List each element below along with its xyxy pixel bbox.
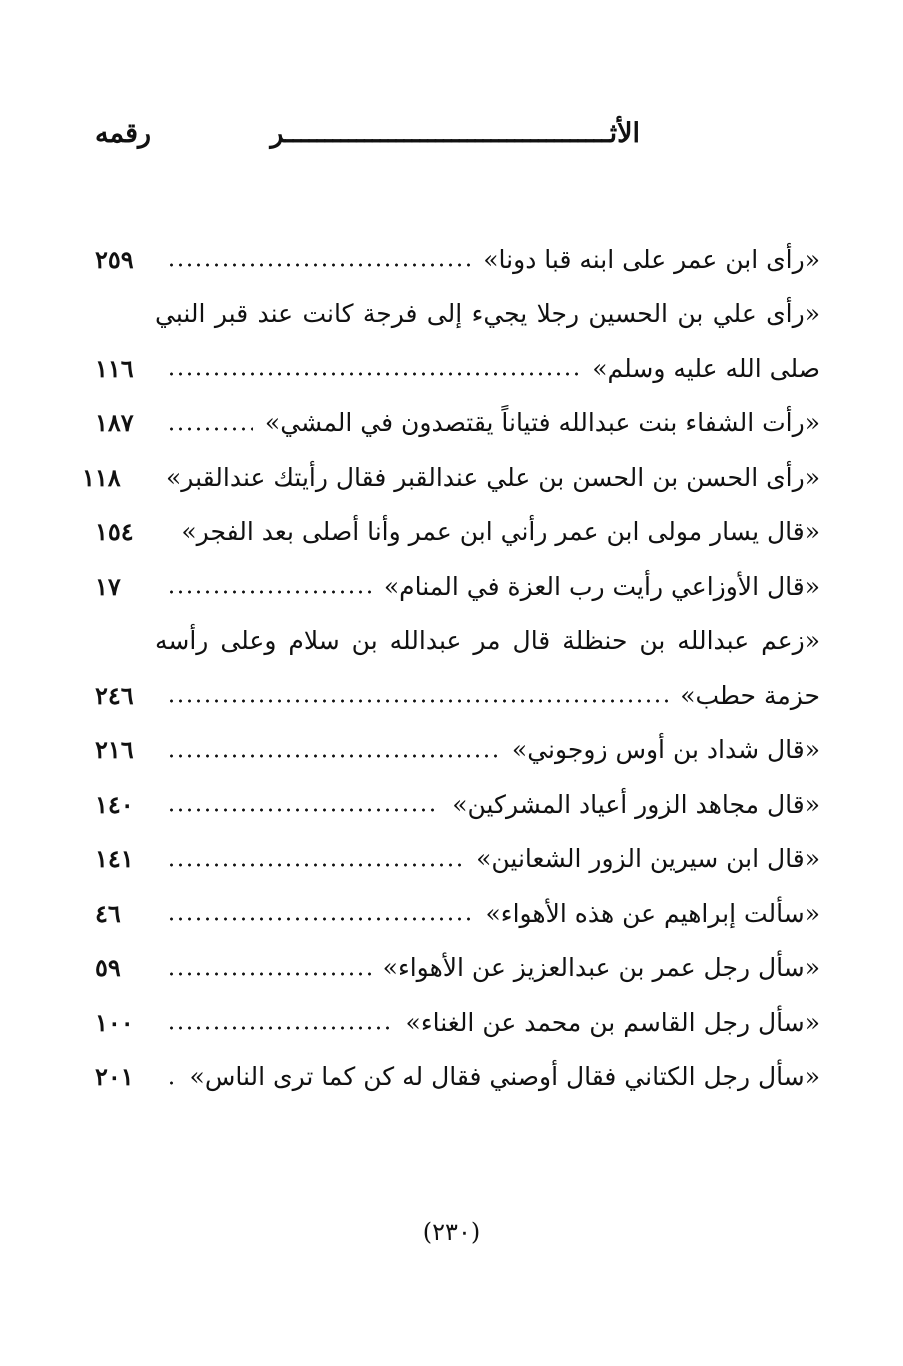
entry-text: «قال الأوزاعي رأيت رب العزة في المنام» bbox=[383, 571, 820, 601]
entry-number: ٢١٦ bbox=[95, 735, 134, 765]
entry-text: «رأى علي بن الحسين رجلا يجيء إلى فرجة كانت عند قبر النبي bbox=[155, 299, 820, 329]
dot-leader bbox=[167, 972, 371, 976]
entry-text: «رأى الحسن بن الحسن بن علي عندالقبر فقال رأيتك عندالقبر» bbox=[165, 462, 820, 492]
dot-leader bbox=[167, 1026, 394, 1030]
dot-leader bbox=[167, 372, 580, 376]
entry-text: «سأل رجل الكتاني فقال أوصني فقال له كن كما ترى الناس» bbox=[189, 1062, 820, 1092]
index-entry bbox=[95, 559, 820, 614]
entry-number: ١٥٤ bbox=[95, 517, 134, 547]
entry-number: ١٤٠ bbox=[95, 789, 134, 819]
index-entry bbox=[95, 232, 820, 287]
entry-text: «سأل رجل القاسم بن محمد عن الغناء» bbox=[405, 1007, 820, 1037]
entry-number: ١٤١ bbox=[95, 844, 134, 874]
entry-text: «قال ابن سيرين الزور الشعانين» bbox=[476, 844, 820, 874]
entry-text: «سأل رجل عمر بن عبدالعزيز عن الأهواء» bbox=[382, 953, 820, 983]
index-entry bbox=[95, 396, 820, 451]
entry-number: ٢٤٦ bbox=[95, 680, 134, 710]
number-column-heading: رقمه bbox=[95, 118, 152, 149]
entry-number: ١٠٠ bbox=[95, 1007, 134, 1037]
index-entry bbox=[95, 341, 820, 396]
dot-leader bbox=[167, 917, 474, 921]
dot-leader bbox=[167, 699, 668, 703]
entry-number: ٢٠١ bbox=[95, 1062, 134, 1092]
dot-leader bbox=[167, 427, 253, 431]
index-entry bbox=[95, 1050, 820, 1105]
dot-leader bbox=[167, 1081, 178, 1085]
entry-number: ١٧ bbox=[95, 571, 121, 601]
index-entry bbox=[95, 886, 820, 941]
index-entry bbox=[95, 505, 820, 560]
entry-number: ٤٦ bbox=[95, 898, 121, 928]
dot-leader bbox=[167, 808, 440, 812]
entry-number: ١٨٧ bbox=[95, 408, 134, 438]
dot-leader bbox=[167, 863, 464, 867]
index-entry bbox=[95, 287, 820, 342]
entry-text: «قال شداد بن أوس زوجوني» bbox=[511, 735, 820, 765]
dot-leader bbox=[167, 263, 471, 267]
entry-text: صلى الله عليه وسلم» bbox=[592, 353, 820, 383]
dot-leader bbox=[167, 536, 169, 540]
dot-leader bbox=[167, 590, 372, 594]
entry-text: «قال يسار مولى ابن عمر رأني ابن عمر وأنا أصلى بعد الفجر» bbox=[181, 517, 820, 547]
entry-text: حزمة حطب» bbox=[680, 680, 820, 710]
index-entry bbox=[95, 832, 820, 887]
index-entry bbox=[95, 777, 820, 832]
entry-text: «قال مجاهد الزور أعياد المشركين» bbox=[452, 789, 820, 819]
index-entries bbox=[81, 232, 820, 1104]
entry-number: ٢٥٩ bbox=[95, 244, 134, 274]
entry-number: ١١٨ bbox=[81, 462, 121, 492]
entry-number: ٥٩ bbox=[95, 953, 121, 983]
entry-number: ١١٦ bbox=[95, 353, 134, 383]
index-entry bbox=[95, 614, 820, 669]
entry-text: «رأى ابن عمر على ابنه قبا دونا» bbox=[483, 244, 820, 274]
index-entry bbox=[95, 668, 820, 723]
page-number: (٢٣٠) bbox=[422, 1218, 481, 1246]
index-entry bbox=[95, 941, 820, 996]
athar-column-heading: الأثـــــــــــــــــــــــــــــــــــــــــر bbox=[270, 118, 640, 149]
index-header bbox=[95, 118, 815, 168]
dot-leader bbox=[167, 754, 500, 758]
index-entry bbox=[81, 450, 820, 505]
entry-text: «سألت إبراهيم عن هذه الأهواء» bbox=[485, 898, 820, 928]
index-entry bbox=[95, 995, 820, 1050]
entry-text: «رأت الشفاء بنت عبدالله فتياناً يقتصدون في المشي» bbox=[264, 408, 820, 438]
entry-text: «زعم عبدالله بن حنظلة قال مر عبدالله بن سلام وعلى رأسه bbox=[155, 626, 820, 656]
index-entry bbox=[95, 723, 820, 778]
